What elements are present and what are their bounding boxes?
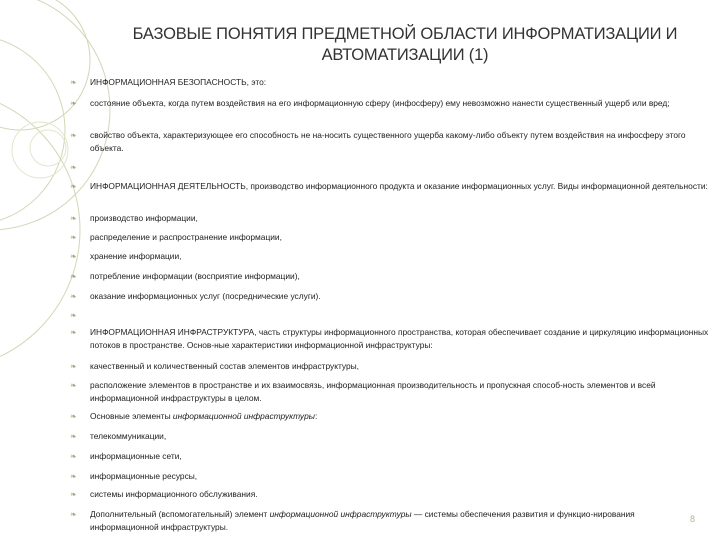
- bullet-icon: ❧: [70, 214, 77, 223]
- item-text: оказание информационных услуг (посреднические услуги).: [90, 291, 321, 301]
- bullet-icon: ❧: [70, 182, 77, 191]
- bullet-icon: ❧: [70, 452, 77, 461]
- item-text: [90, 410, 712, 423]
- item-text-emphasis: информационной инфраструктуры: [172, 411, 315, 421]
- item-text: потребление информации (восприятие информации),: [90, 271, 300, 281]
- bullet-icon: ❧: [70, 78, 77, 87]
- item-text: системы информационного обслуживания.: [90, 489, 258, 499]
- bullet-icon: ❧: [70, 381, 77, 390]
- item-text-part: Дополнительный (вспомогательный) элемент: [90, 509, 270, 519]
- item-text: ИНФОРМАЦИОННАЯ ИНФРАСТРУКТУРА, часть структуры информационного пространства, которая обеспечивает создание и циркуляцию информационных потоков в пространстве. Основ-ные характеристики информационной инфраструктуры:: [90, 327, 709, 350]
- bullet-icon: ❧: [70, 252, 77, 261]
- bullet-icon: ❧: [70, 328, 77, 337]
- bullet-icon: ❧: [70, 412, 77, 421]
- bullet-icon: ❧: [70, 510, 77, 519]
- item-text: расположение элементов в пространстве и их взаимосвязь, информационная производительность и пропускная способ-ность элементов и всей информационной инфраструктуры в целом.: [90, 380, 656, 403]
- item-text: распределение и распространение информации,: [90, 232, 282, 242]
- item-text-part: Основные элементы: [90, 411, 173, 421]
- item-text: информационные сети,: [90, 451, 182, 461]
- bullet-icon: ❧: [70, 472, 77, 481]
- item-text: информационные ресурсы,: [90, 471, 198, 481]
- item-text: хранение информации,: [90, 251, 182, 261]
- item-text: состояние объекта, когда путем воздействия на его информационную сферу (инфосферу) ему невозможно нанести существенный ущерб или вред;: [90, 98, 670, 108]
- bullet-icon: ❧: [70, 432, 77, 441]
- bullet-icon: ❧: [70, 311, 77, 320]
- item-text: [90, 508, 682, 534]
- title-line-1: БАЗОВЫЕ ПОНЯТИЯ ПРЕДМЕТНОЙ ОБЛАСТИ ИНФОРМАТИЗАЦИИ И: [132, 25, 678, 43]
- item-text: производство информации,: [90, 213, 198, 223]
- bullet-icon: ❧: [70, 292, 77, 301]
- item-text: свойство объекта, характеризующее его способность не на-носить существенного ущерба какому-либо объекту путем воздействия на инфосферу этого объекта.: [90, 130, 686, 153]
- item-text: телекоммуникации,: [90, 431, 167, 441]
- bullet-icon: ❧: [70, 99, 77, 108]
- bullet-icon: ❧: [70, 362, 77, 371]
- item-text: ИНФОРМАЦИОННАЯ ДЕЯТЕЛЬНОСТЬ, производство информационного продукта и оказание информационных услуг. Виды информационной деятельности:: [90, 181, 708, 191]
- bullet-icon: ❧: [70, 233, 77, 242]
- bullet-icon: ❧: [70, 163, 77, 172]
- item-text-emphasis: информационной инфраструктуры: [269, 509, 412, 519]
- bullet-icon: ❧: [70, 490, 77, 499]
- page-number: 8: [690, 514, 696, 524]
- bullet-icon: ❧: [70, 272, 77, 281]
- item-text: ИНФОРМАЦИОННАЯ БЕЗОПАСНОСТЬ, это:: [90, 77, 267, 87]
- item-text: качественный и количественный состав элементов инфраструктуры,: [90, 361, 360, 371]
- bullet-icon: ❧: [70, 131, 77, 140]
- title-line-2: АВТОМАТИЗАЦИИ (1): [321, 46, 489, 64]
- item-text-part: — системы обеспечения развития и функцио-нирования информационной инфраструктуры.: [90, 509, 635, 532]
- item-text-part: :: [314, 411, 318, 421]
